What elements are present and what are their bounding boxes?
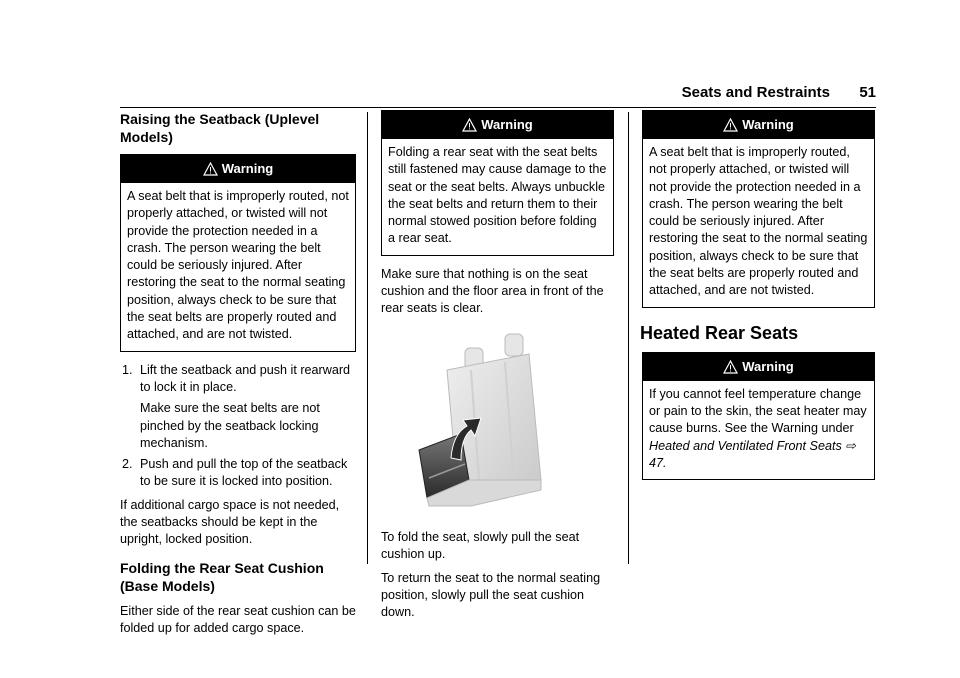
section-title: Seats and Restraints — [681, 84, 830, 101]
column-2 — [381, 110, 614, 627]
heading-heated-rear-seats: Heated Rear Seats — [640, 322, 799, 343]
page-number: 51 — [859, 84, 876, 101]
warning-text: A seat belt that is improperly routed, not properly attached, or twisted will not provide the protection needed in a crash. The person wearing the belt could be seriously injured. After restoring the seat to the normal seating position, always check to be sure that the seat belts are properly routed and attached, and are not twisted. — [649, 145, 868, 298]
warning-title: Warning — [742, 359, 794, 375]
warning-title: Warning — [481, 117, 533, 133]
column-1 — [120, 110, 356, 643]
page-reference-arrow-icon: ⇨ — [845, 438, 856, 453]
rear-seat-cushion-illustration — [409, 330, 549, 512]
paragraph: Make sure that nothing is on the seat cushion and the floor area in front of the rear seats is clear. — [381, 266, 604, 316]
warning-text — [643, 381, 874, 479]
paragraph: To return the seat to the normal seating position, slowly pull the seat cushion down. — [381, 570, 601, 620]
header-rule — [120, 107, 876, 108]
column-divider-2 — [628, 112, 629, 564]
warning-text-main: If you cannot feel temperature change or pain to the skin, the seat heater may cause burns. See the Warning under — [649, 386, 867, 436]
warning-box — [120, 154, 356, 352]
column-divider-1 — [367, 112, 368, 564]
cross-reference-link[interactable]: Heated and Ventilated Front Seats — [649, 438, 842, 453]
warning-header — [382, 111, 613, 139]
warning-header — [643, 111, 874, 139]
warning-triangle-icon — [462, 118, 477, 132]
warning-header — [121, 155, 355, 183]
warning-text: A seat belt that is improperly routed, not properly attached, or twisted will not provide the protection needed in a crash. The person wearing the belt could be seriously injured. After restoring the seat to the normal seating position, always check to be sure that the seat belts are properly routed and attached, and are not twisted. — [127, 189, 349, 342]
paragraph: To fold the seat, slowly pull the seat cushion up. — [381, 529, 580, 562]
warning-box — [381, 110, 614, 256]
cross-reference-page[interactable]: 47. — [649, 455, 667, 470]
step-list — [120, 362, 356, 491]
warning-triangle-icon — [203, 162, 218, 176]
page-header — [120, 84, 876, 106]
warning-triangle-icon — [723, 118, 738, 132]
heading-raising-seatback: Raising the Seatback (Uplevel Models) — [120, 111, 320, 145]
step-subtext: Make sure the seat belts are not pinched by the seatback locking mechanism. — [140, 401, 320, 450]
warning-box — [642, 352, 875, 480]
heading-folding-cushion: Folding the Rear Seat Cushion (Base Models) — [120, 559, 324, 594]
warning-triangle-icon — [723, 360, 738, 374]
warning-title: Warning — [742, 117, 794, 133]
column-3 — [642, 110, 875, 490]
warning-title: Warning — [221, 161, 274, 177]
list-item — [120, 362, 356, 452]
warning-header — [643, 353, 874, 381]
step-number: 2. — [122, 457, 133, 472]
list-item — [120, 456, 356, 491]
paragraph: Either side of the rear seat cushion can be folded up for added cargo space. — [120, 603, 356, 635]
paragraph: If additional cargo space is not needed, the seatbacks should be kept in the upright, locked position. — [120, 497, 340, 547]
warning-box — [642, 110, 875, 308]
warning-text: Folding a rear seat with the seat belts still fastened may cause damage to the seat or the seat belts. Always unbuckle the seat belts and return them to their normal stowed position before folding a rear seat. — [388, 145, 607, 246]
step-number: 1. — [122, 362, 133, 377]
step-text: Lift the seatback and push it rearward to lock it in place. — [140, 362, 351, 394]
step-text: Push and pull the top of the seatback to be sure it is locked into position. — [140, 457, 348, 489]
